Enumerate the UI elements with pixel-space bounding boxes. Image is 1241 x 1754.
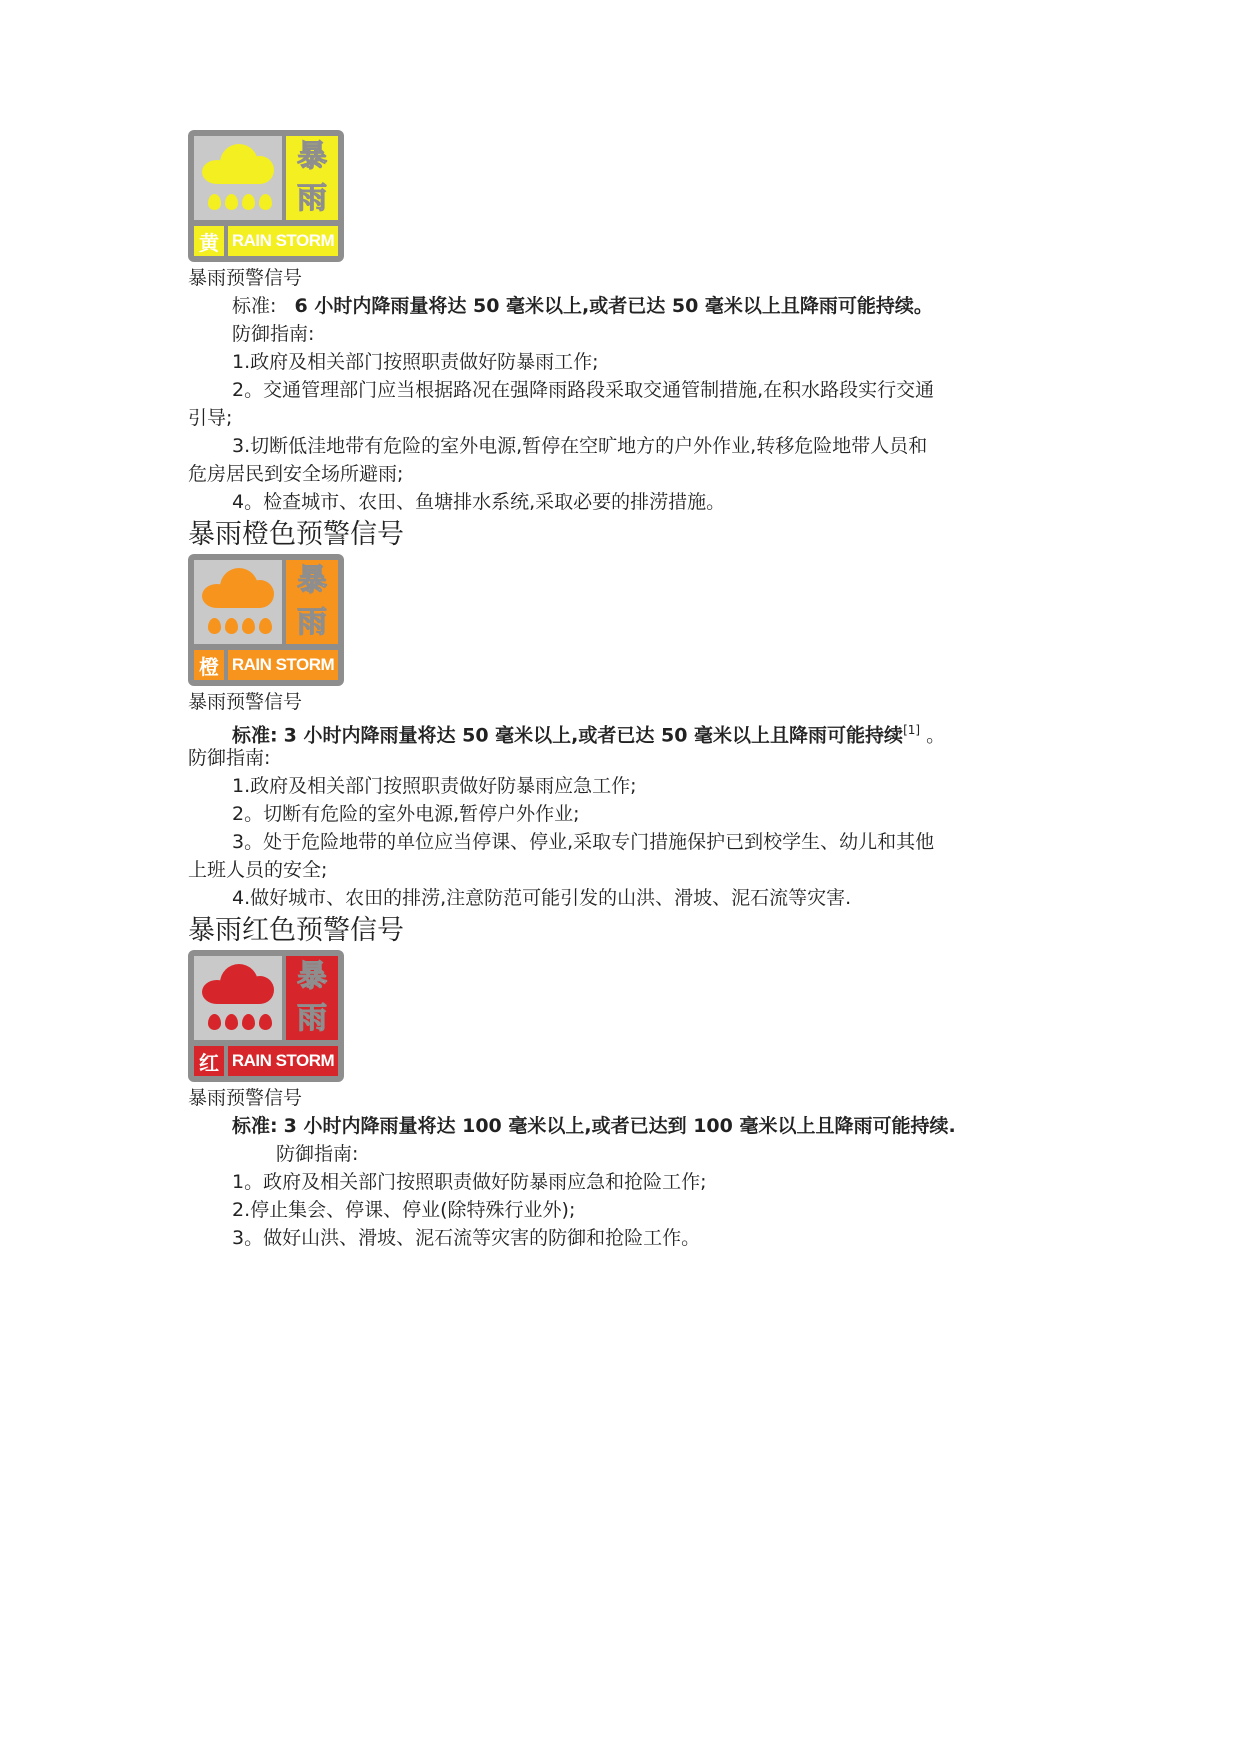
cloud-icon [202,144,274,184]
badge-icon-panel [194,560,282,644]
orange-item-1: 1.政府及相关部门按照职责做好防暴雨应急工作; [232,775,637,797]
orange-caption: 暴雨预警信号 [188,691,303,713]
orange-item-3: 3。处于危险地带的单位应当停课、停业,采取专门措施保护已到校学生、幼儿和其他 [232,831,935,853]
orange-guide-label: 防御指南: [188,747,271,769]
yellow-item-2: 2。交通管理部门应当根据路况在强降雨路段采取交通管制措施,在积水路段实行交通 [232,379,935,401]
reference-link[interactable]: [1] [903,723,921,737]
badge-level-label: 红 [194,1046,224,1076]
red-item-3: 3。做好山洪、滑坡、泥石流等灾害的防御和抢险工作。 [232,1227,701,1249]
yellow-item-4: 4。检查城市、农田、鱼塘排水系统,采取必要的排涝措施。 [232,491,726,513]
yellow-standard: 标准: 6 小时内降雨量将达 50 毫米以上,或者已达 50 毫米以上且降雨可能持续。 [232,295,933,317]
badge-storm-label: RAIN STORM [228,1046,338,1076]
badge-storm-label: RAIN STORM [228,650,338,680]
badge-icon-panel [194,956,282,1040]
red-item-2: 2.停止集会、停课、停业(除特殊行业外); [232,1199,576,1221]
red-rainstorm-badge [188,950,344,1082]
badge-icon-panel [194,136,282,220]
yellow-standard-text: 6 小时内降雨量将达 50 毫米以上,或者已达 50 毫米以上且降雨可能持续。 [294,295,933,317]
yellow-item-3: 3.切断低洼地带有危险的室外电源,暂停在空旷地方的户外作业,转移危险地带人员和 [232,435,928,457]
badge-storm-label: RAIN STORM [228,226,338,256]
red-standard: 标准: 3 小时内降雨量将达 100 毫米以上,或者已达到 100 毫米以上且降雨可能持续. [232,1115,956,1137]
red-caption: 暴雨预警信号 [188,1087,303,1109]
cloud-icon [202,964,274,1004]
badge-characters: 暴 雨 [286,560,338,644]
yellow-rainstorm-badge [188,130,344,262]
red-item-1: 1。政府及相关部门按照职责做好防暴雨应急和抢险工作; [232,1171,707,1193]
orange-item-2: 2。切断有危险的室外电源,暂停户外作业; [232,803,580,825]
raindrops-icon [202,192,278,214]
orange-heading: 暴雨橙色预警信号 [188,519,404,550]
orange-item-3-cont: 上班人员的安全; [188,859,328,881]
cloud-icon [202,568,274,608]
yellow-guide-label: 防御指南: [232,323,315,345]
yellow-item-1: 1.政府及相关部门按照职责做好防暴雨工作; [232,351,599,373]
red-guide-label: 防御指南: [276,1143,359,1165]
red-heading: 暴雨红色预警信号 [188,915,404,946]
orange-standard: 标准: 3 小时内降雨量将达 50 毫米以上,或者已达 50 毫米以上且降雨可能持续[1] 。 [232,723,946,747]
raindrops-icon [202,1012,278,1034]
yellow-item-2-cont: 引导; [188,407,233,429]
badge-characters: 暴 雨 [286,956,338,1040]
orange-standard-text: 3 小时内降雨量将达 50 毫米以上,或者已达 50 毫米以上且降雨可能持续 [283,724,904,747]
badge-level-label: 黄 [194,226,224,256]
red-standard-text: 3 小时内降雨量将达 100 毫米以上,或者已达到 100 毫米以上且降雨可能持续. [283,1115,956,1137]
badge-level-label: 橙 [194,650,224,680]
orange-rainstorm-badge [188,554,344,686]
badge-characters: 暴 雨 [286,136,338,220]
raindrops-icon [202,616,278,638]
orange-item-4: 4.做好城市、农田的排涝,注意防范可能引发的山洪、滑坡、泥石流等灾害. [232,887,852,909]
yellow-item-3-cont: 危房居民到安全场所避雨; [188,463,404,485]
yellow-caption: 暴雨预警信号 [188,267,303,289]
